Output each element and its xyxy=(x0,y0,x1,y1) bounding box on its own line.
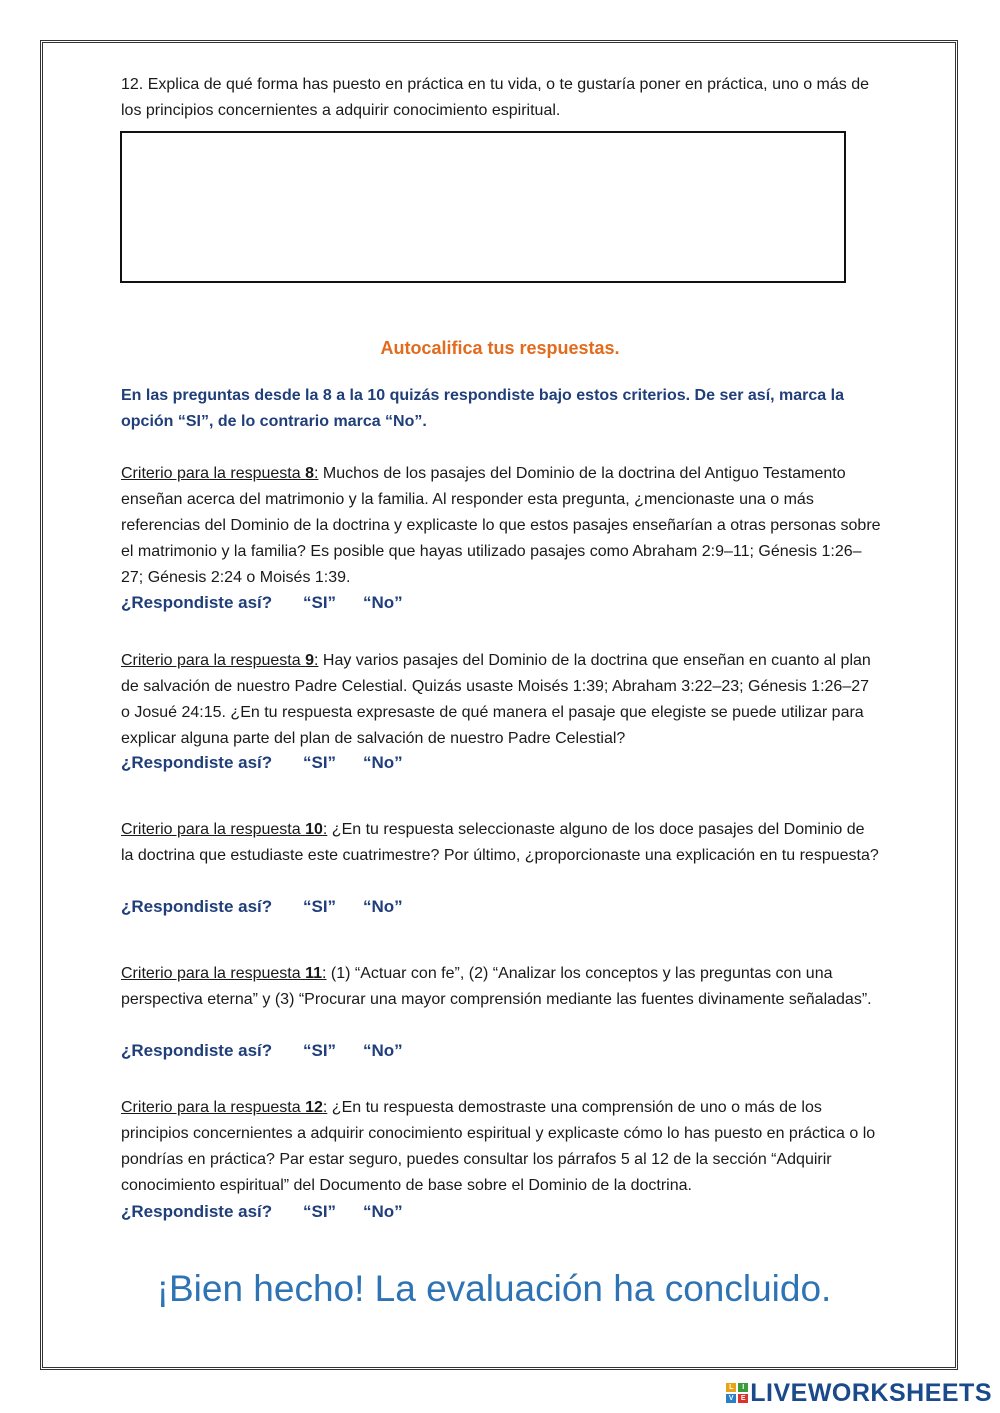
no-option[interactable]: “No” xyxy=(363,593,403,612)
ask-question: ¿Respondiste así? xyxy=(121,897,273,916)
criterion-label: Criterio para la respuesta 9: xyxy=(121,652,319,669)
question-12-text: 12. Explica de qué forma has puesto en práctica en tu vida, o te gustaría poner en práctica, uno o más de los principios concernientes a adquirir conocimiento espiritual. xyxy=(121,76,870,119)
no-option[interactable]: “No” xyxy=(363,897,403,916)
criterion-label: Criterio para la respuesta 8: xyxy=(121,465,319,482)
criterion-11: Criterio para la respuesta 11: (1) “Actuar con fe”, (2) “Analizar los conceptos y las preguntas con una perspectiva eterna” y (3) “Procurar una mayor comprensión mediante las fuentes divinamente señaladas”. xyxy=(121,965,872,1008)
ask-question: ¿Respondiste así? xyxy=(121,593,273,612)
answer-check-8 xyxy=(121,593,403,613)
yes-option[interactable]: “SI” xyxy=(303,1041,337,1060)
liveworksheets-logo xyxy=(726,1378,992,1408)
criterion-label: Criterio para la respuesta 10: xyxy=(121,821,328,838)
answer-check-11 xyxy=(121,1041,403,1061)
yes-option[interactable]: “SI” xyxy=(303,753,337,772)
completion-message: ¡Bien hecho! La evaluación ha concluido. xyxy=(156,1268,832,1309)
logo-text: LIVEWORKSHEETS xyxy=(750,1378,992,1407)
yes-option[interactable]: “SI” xyxy=(303,1202,337,1221)
no-option[interactable]: “No” xyxy=(363,1202,403,1221)
criterion-label: Criterio para la respuesta 11: xyxy=(121,965,327,982)
ask-question: ¿Respondiste así? xyxy=(121,1041,273,1060)
answer-check-12 xyxy=(121,1202,403,1222)
criterion-12: Criterio para la respuesta 12: ¿En tu respuesta demostraste una comprensión de uno o más de los principios concernientes a adquirir conocimiento espiritual y explicaste cómo lo has puesto en práctica o lo pondrías en práctica? Par estar seguro, puedes consultar los párrafos 5 al 12 de la sección “Adquirir conocimiento espiritual” del Documento de base sobre el Dominio de la doctrina. xyxy=(121,1099,876,1194)
ask-question: ¿Respondiste así? xyxy=(121,753,273,772)
instructions-text: En las preguntas desde la 8 a la 10 quizás respondiste bajo estos criterios. De ser así, marca la opción “SI”, de lo contrario marca “No”. xyxy=(121,387,844,430)
answer-check-10 xyxy=(121,897,403,917)
ask-question: ¿Respondiste así? xyxy=(121,1202,273,1221)
yes-option[interactable]: “SI” xyxy=(303,897,337,916)
answer-check-9 xyxy=(121,753,403,773)
self-grade-heading: Autocalifica tus respuestas. xyxy=(380,338,620,358)
logo-grid-icon: L I V E xyxy=(726,1383,748,1403)
criterion-10: Criterio para la respuesta 10: ¿En tu respuesta seleccionaste alguno de los doce pasajes del Dominio de la doctrina que estudiaste este cuatrimestre? Por último, ¿proporcionaste una explicación en tu respuesta? xyxy=(121,821,879,864)
criterion-8: Criterio para la respuesta 8: Muchos de los pasajes del Dominio de la doctrina del Antiguo Testamento enseñan acerca del matrimonio y la familia. Al responder esta pregunta, ¿mencionaste una o más referencias del Dominio de la doctrina y explicaste lo que estos pasajes enseñarían a otras personas sobre el matrimonio y la familia? Es posible que hayas utilizado pasajes como Abraham 2:9–11; Génesis 1:26–27; Génesis 2:24 o Moisés 1:39. xyxy=(121,465,881,586)
criterion-9: Criterio para la respuesta 9: Hay varios pasajes del Dominio de la doctrina que enseñan en cuanto al plan de salvación de nuestro Padre Celestial. Quizás usaste Moisés 1:39; Abraham 3:22–23; Génesis 1:26–27 o Josué 24:15. ¿En tu respuesta expresaste de qué manera el pasaje que elegiste se puede utilizar para explicar alguna parte del plan de salvación de nuestro Padre Celestial? xyxy=(121,652,871,747)
yes-option[interactable]: “SI” xyxy=(303,593,337,612)
criterion-label: Criterio para la respuesta 12: xyxy=(121,1099,328,1116)
no-option[interactable]: “No” xyxy=(363,753,403,772)
no-option[interactable]: “No” xyxy=(363,1041,403,1060)
answer-textbox[interactable] xyxy=(120,131,846,283)
